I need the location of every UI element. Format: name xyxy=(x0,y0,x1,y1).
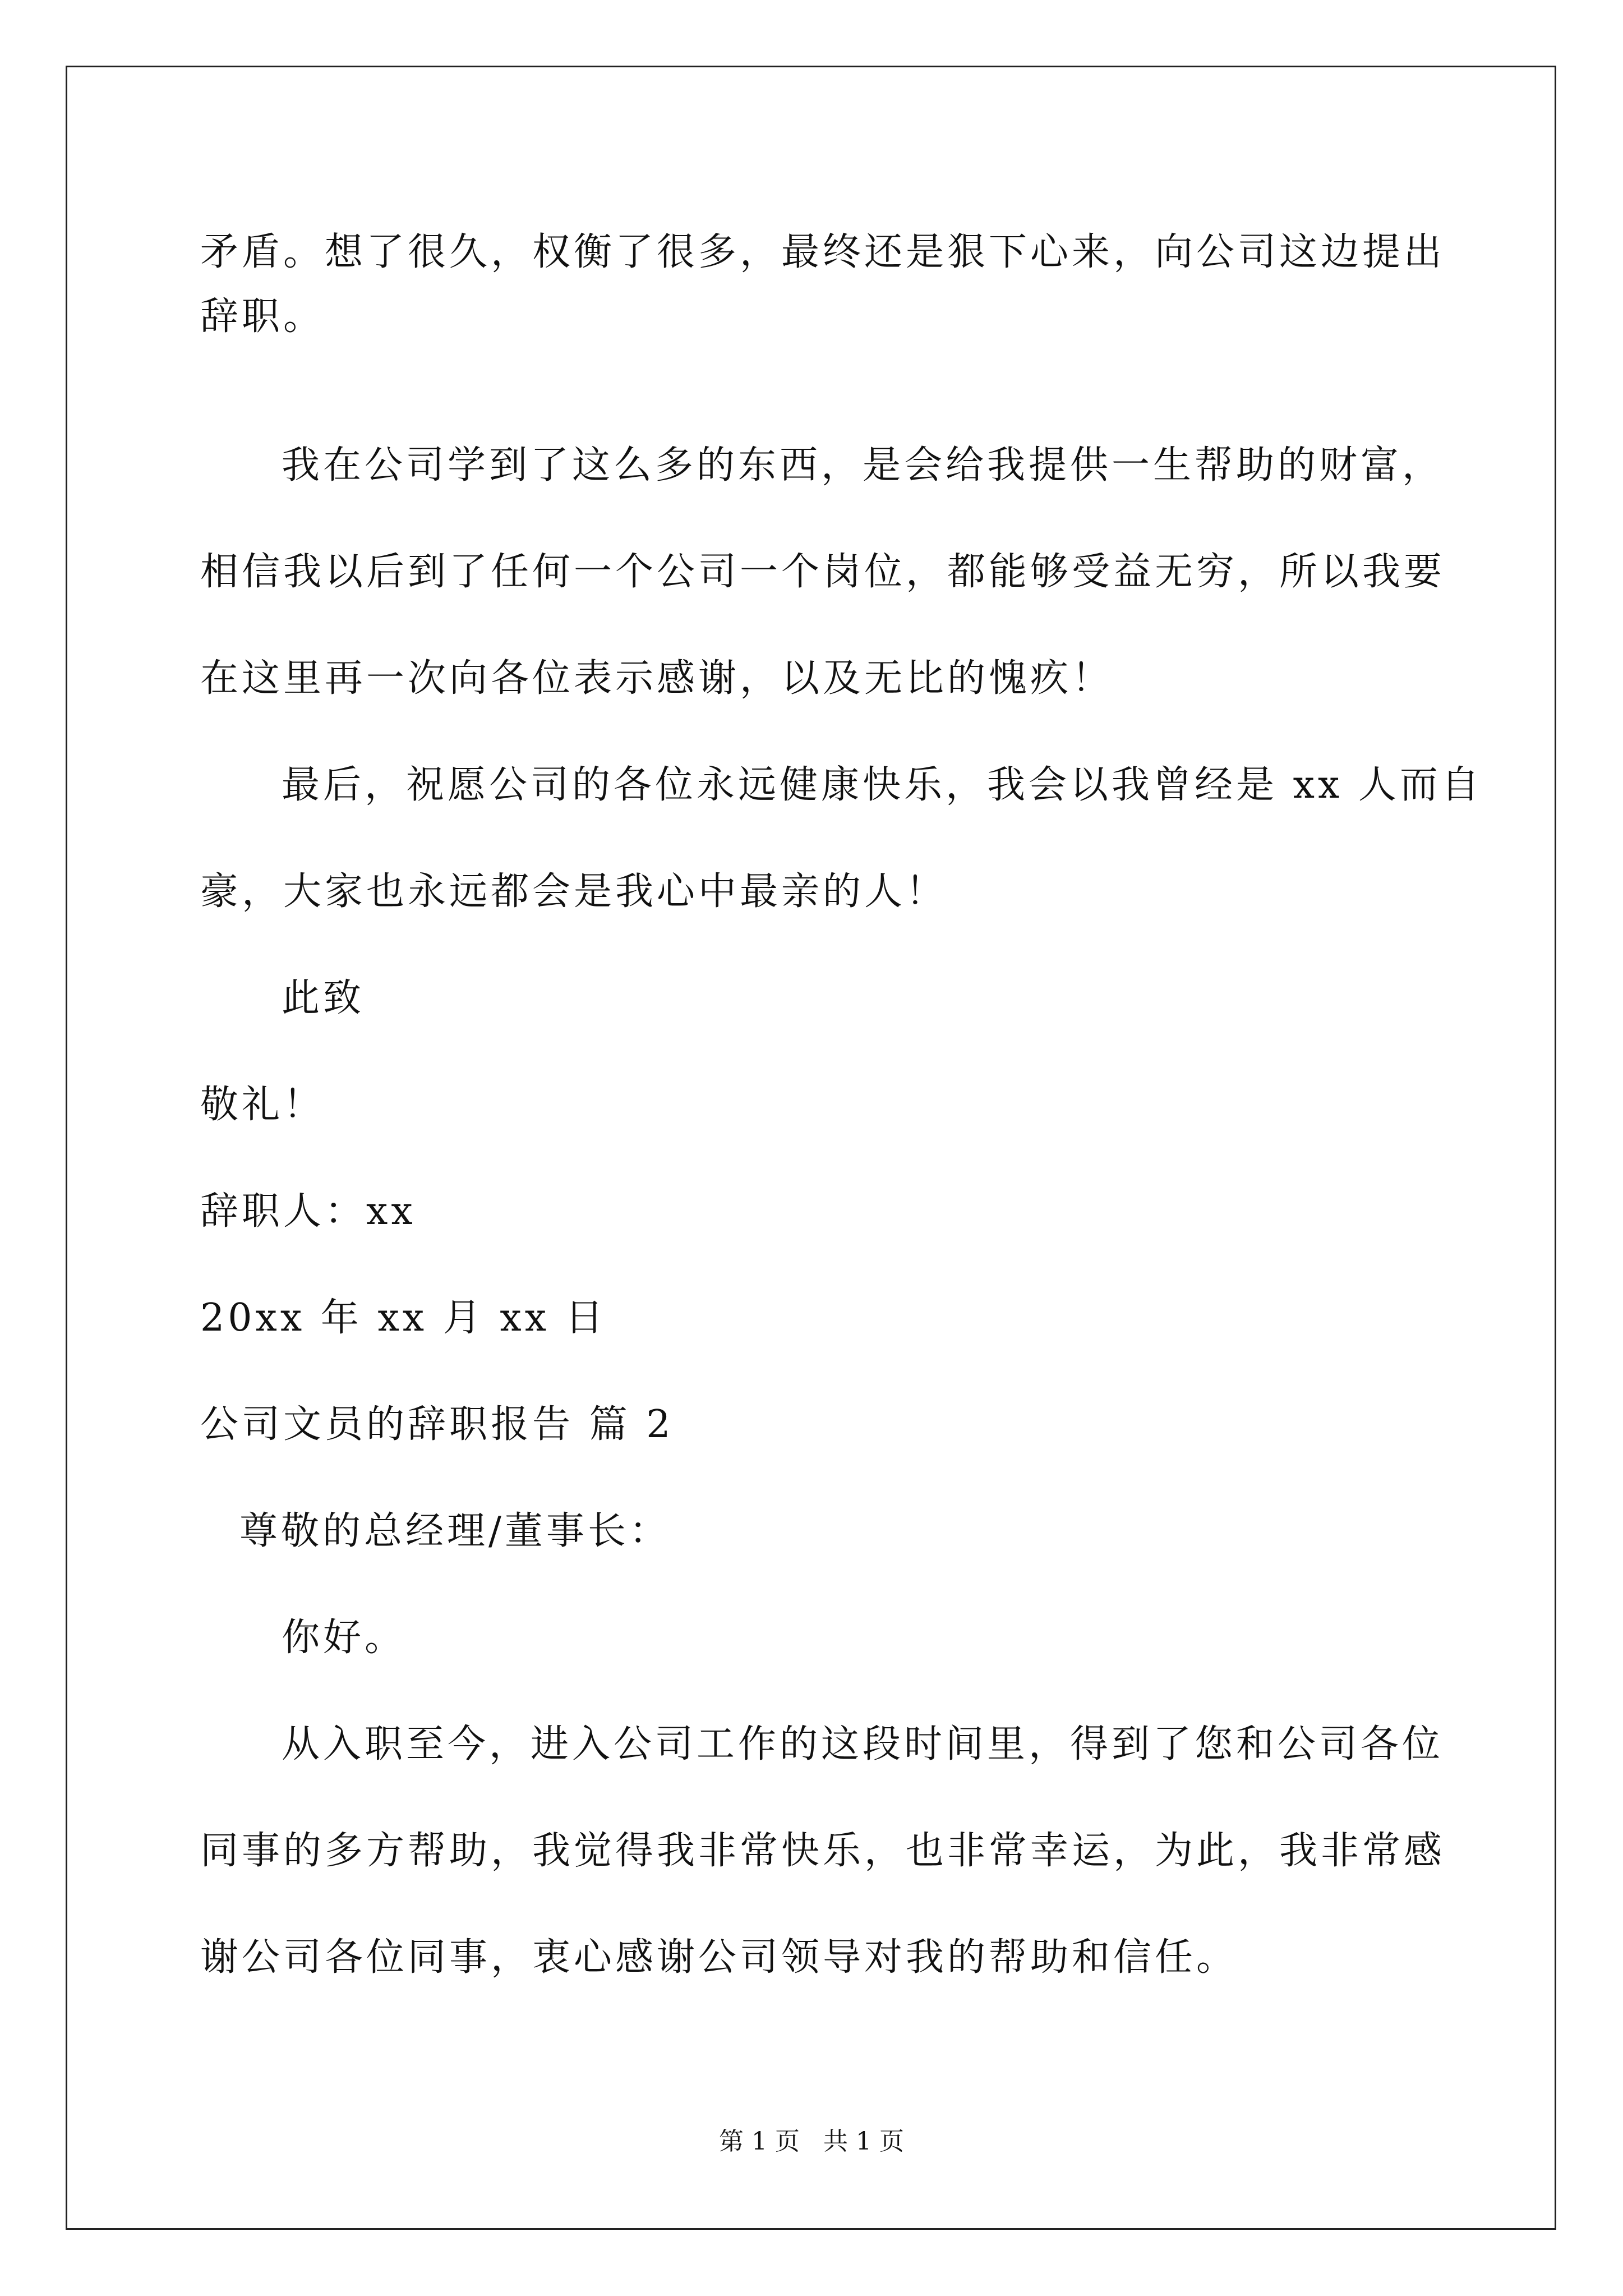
closing-regards: 敬礼！ xyxy=(200,1083,325,1127)
paragraph-line: 谢公司各位同事，衷心感谢公司领导对我的帮助和信任。 xyxy=(200,1935,1238,1980)
paragraph-line: 辞职。 xyxy=(200,295,325,339)
section-heading: 公司文员的辞职报告 篇 2 xyxy=(200,1402,674,1447)
paragraph-line: 矛盾。想了很久，权衡了很多，最终还是狠下心来，向公司这边提出 xyxy=(200,230,1446,274)
paragraph-line: 我在公司学到了这么多的东西，是会给我提供一生帮助的财富， xyxy=(282,443,1444,487)
page-number-total: 共 1 页 xyxy=(823,2127,904,2156)
paragraph-line: 相信我以后到了任何一个公司一个岗位，都能够受益无穷，所以我要 xyxy=(200,550,1446,594)
greeting-line: 尊敬的总经理/董事长： xyxy=(239,1509,671,1553)
paragraph-line: 豪，大家也永远都会是我心中最亲的人！ xyxy=(200,869,948,914)
paragraph-line: 在这里再一次向各位表示感谢，以及无比的愧疚！ xyxy=(200,656,1114,701)
hello-line: 你好。 xyxy=(282,1616,407,1660)
page-footer xyxy=(0,2125,1623,2159)
page-border xyxy=(66,66,1556,2230)
page-number-current: 第 1 页 xyxy=(719,2127,800,2156)
date-line: 20xx 年 xx 月 xx 日 xyxy=(200,1296,607,1340)
paragraph-line: 从入职至今，进入公司工作的这段时间里，得到了您和公司各位 xyxy=(282,1722,1444,1766)
paragraph-line: 最后，祝愿公司的各位永远健康快乐，我会以我曾经是 xx 人而自 xyxy=(282,763,1483,807)
closing-salutation: 此致 xyxy=(282,976,365,1020)
paragraph-line: 同事的多方帮助，我觉得我非常快乐，也非常幸运，为此，我非常感 xyxy=(200,1829,1446,1873)
signature-line: 辞职人：xx xyxy=(200,1189,416,1234)
